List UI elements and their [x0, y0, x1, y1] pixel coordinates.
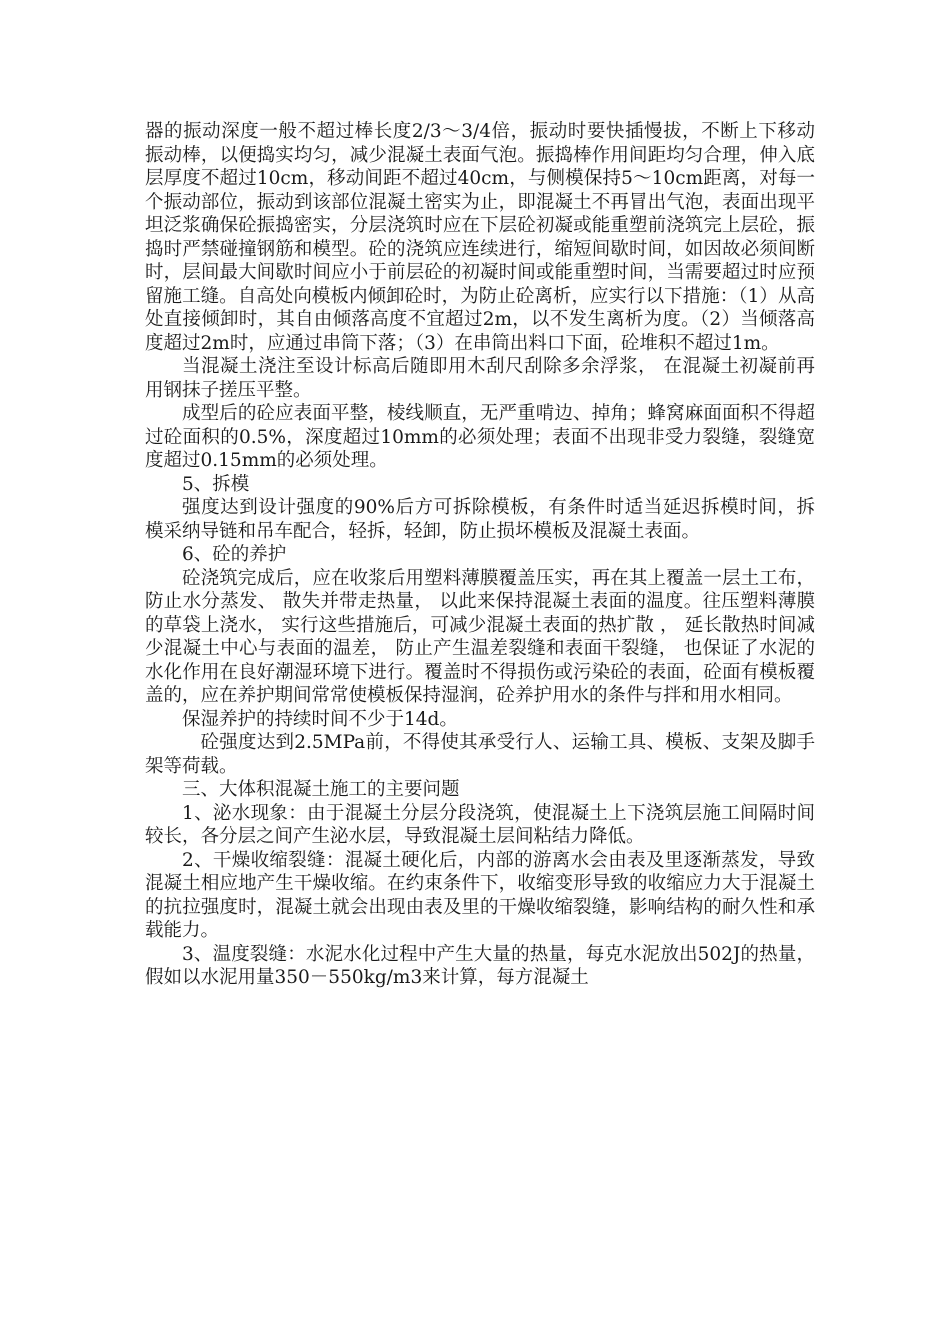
paragraph-surface-quality: 成型后的砼应表面平整，棱线顺直，无严重啃边、掉角；蜂窝麻面面积不得超过砼面积的0.5%，深度超过10mm的必须处理；表面不出现非受力裂缝，裂缝宽度超过0.15mm的必须处理。 — [145, 403, 815, 471]
paragraph-curing-duration: 保湿养护的持续时间不少于14d。 — [182, 708, 458, 730]
paragraph-thermal-cracks: 3、温度裂缝：水泥水化过程中产生大量的热量，每克水泥放出502J的热量，假如以水泥用量350－550kg/m3来计算，每方混凝土 — [145, 943, 815, 988]
section-heading-curing: 6、砼的养护 — [182, 544, 287, 565]
document-body — [145, 120, 815, 990]
paragraph-surface-leveling: 当混凝土浇注至设计标高后随即用木刮尺刮除多余浮浆， 在混凝土初凝前再用钢抹子搓压平整。 — [145, 356, 815, 401]
section-heading-formwork-removal: 5、拆模 — [182, 473, 250, 495]
paragraph-bleeding: 1、泌水现象：由于混凝土分层分段浇筑，使混凝土上下浇筑层施工间隔时间较长，各分层之间产生泌水层，导致混凝土层间粘结力降低。 — [145, 802, 815, 847]
paragraph-load-restriction: 砼强度达到2.5MPa前，不得使其承受行人、运输工具、模板、支架及脚手架等荷载。 — [145, 732, 815, 777]
paragraph-vibration-continued: 器的振动深度一般不超过棒长度2/3～3/4倍，振动时要快插慢拔，不断上下移动振动棒，以便捣实均匀，减少混凝土表面气泡。振捣棒作用间距均匀合理，伸入底层厚度不超过10cm，移动间距不超过40cm，与侧模保持5～10cm距离，对每一个振动部位，振动到该部位混凝土密实为止，即混凝土不再冒出气泡，表面出现平坦泛浆确保砼振捣密实，分层浇筑时应在下层砼初凝或能重塑前浇筑完上层砼，振捣时严禁碰撞钢筋和模型。砼的浇筑应连续进行，缩短间歇时间，如因故必须间断时，层间最大间歇时间应小于前层砼的初凝时间或能重塑时间，当需要超过时应预留施工缝。自高处向模板内倾卸砼时，为防止砼离析，应实行以下措施：（1）从高处直接倾卸时，其自由倾落高度不宜超过2m，以不发生离析为度。（2）当倾落高度超过2m时，应通过串筒下落；（3）在串筒出料口下面，砼堆积不超过1m。 — [145, 121, 815, 354]
paragraph-formwork-removal: 强度达到设计强度的90%后方可拆除模板，有条件时适当延迟拆模时间，拆模采纳导链和吊车配合，轻拆，轻卸，防止损坏模板及混凝土表面。 — [145, 497, 815, 542]
paragraph-curing-method: 砼浇筑完成后，应在收浆后用塑料薄膜覆盖压实，再在其上覆盖一层土工布， 防止水分蒸发、 散失并带走热量， 以此来保持混凝土表面的温度。往压塑料薄膜的草袋上浇水， 实行这些措施后，可减少混凝土表面的热扩散 ， 延长散热时间减少混凝土中心与表面的温差， 防止产生温差裂缝和表面干裂缝， 也保证了水泥的水化作用在良好潮湿环境下进行。覆盖时不得损伤或污染砼的表面，砼面有模板覆盖的，应在养护期间常常使模板保持湿润，砼养护用水的条件与拌和用水相同。 — [145, 567, 815, 706]
paragraph-shrinkage-cracks: 2、干燥收缩裂缝：混凝土硬化后，内部的游离水会由表及里逐渐蒸发，导致混凝土相应地产生干燥收缩。在约束条件下，收缩变形导致的收缩应力大于混凝土的抗拉强度时，混凝土就会出现由表及里的干燥收缩裂缝，影响结构的耐久性和承载能力。 — [145, 849, 815, 941]
section-heading-main-problems: 三、大体积混凝土施工的主要问题 — [182, 779, 460, 800]
